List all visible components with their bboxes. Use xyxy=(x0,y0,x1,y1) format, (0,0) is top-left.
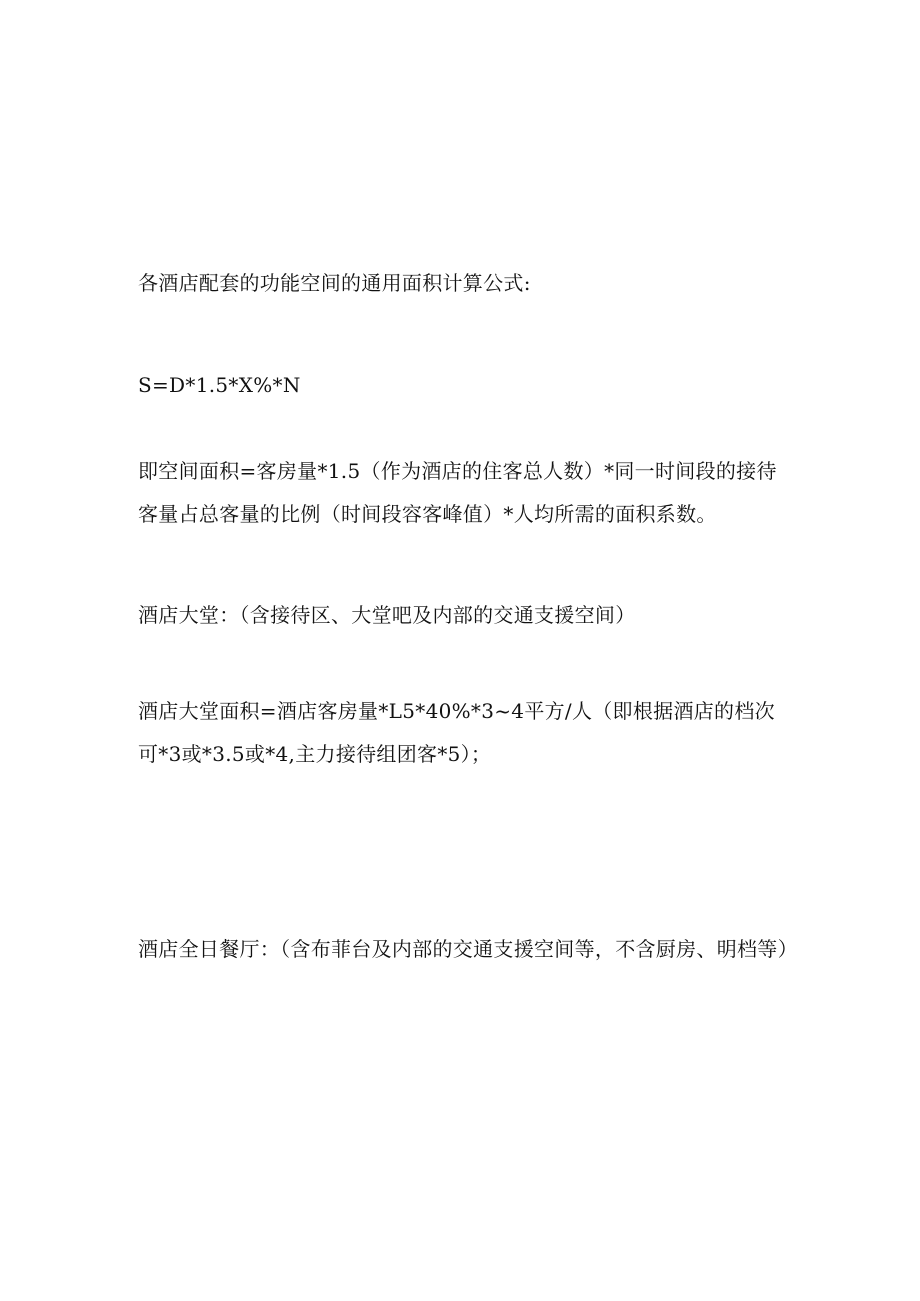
lobby-heading-paragraph: 酒店大堂：（含接待区、大堂吧及内部的交通支援空间） xyxy=(138,603,636,627)
formula-paragraph: S=D*1.5*X%*N xyxy=(138,373,301,397)
lobby-area-paragraph: 酒店大堂面积=酒店客房量*L5*40%*3~4平方/人（即根据酒店的档次可*3或*3.5或*4,主力接待组团客*5）； xyxy=(138,699,775,766)
dining-heading-paragraph: 酒店全日餐厅：（含布菲台及内部的交通支援空间等，不含厨房、明档等） xyxy=(138,937,798,961)
formula-explanation-paragraph: 即空间面积=客房量*1.5（作为酒店的住客总人数）*同一时间段的接待客量占总客量的比例（时间段容客峰值）*人均所需的面积系数。 xyxy=(138,459,777,526)
intro-paragraph: 各酒店配套的功能空间的通用面积计算公式: xyxy=(138,271,531,295)
